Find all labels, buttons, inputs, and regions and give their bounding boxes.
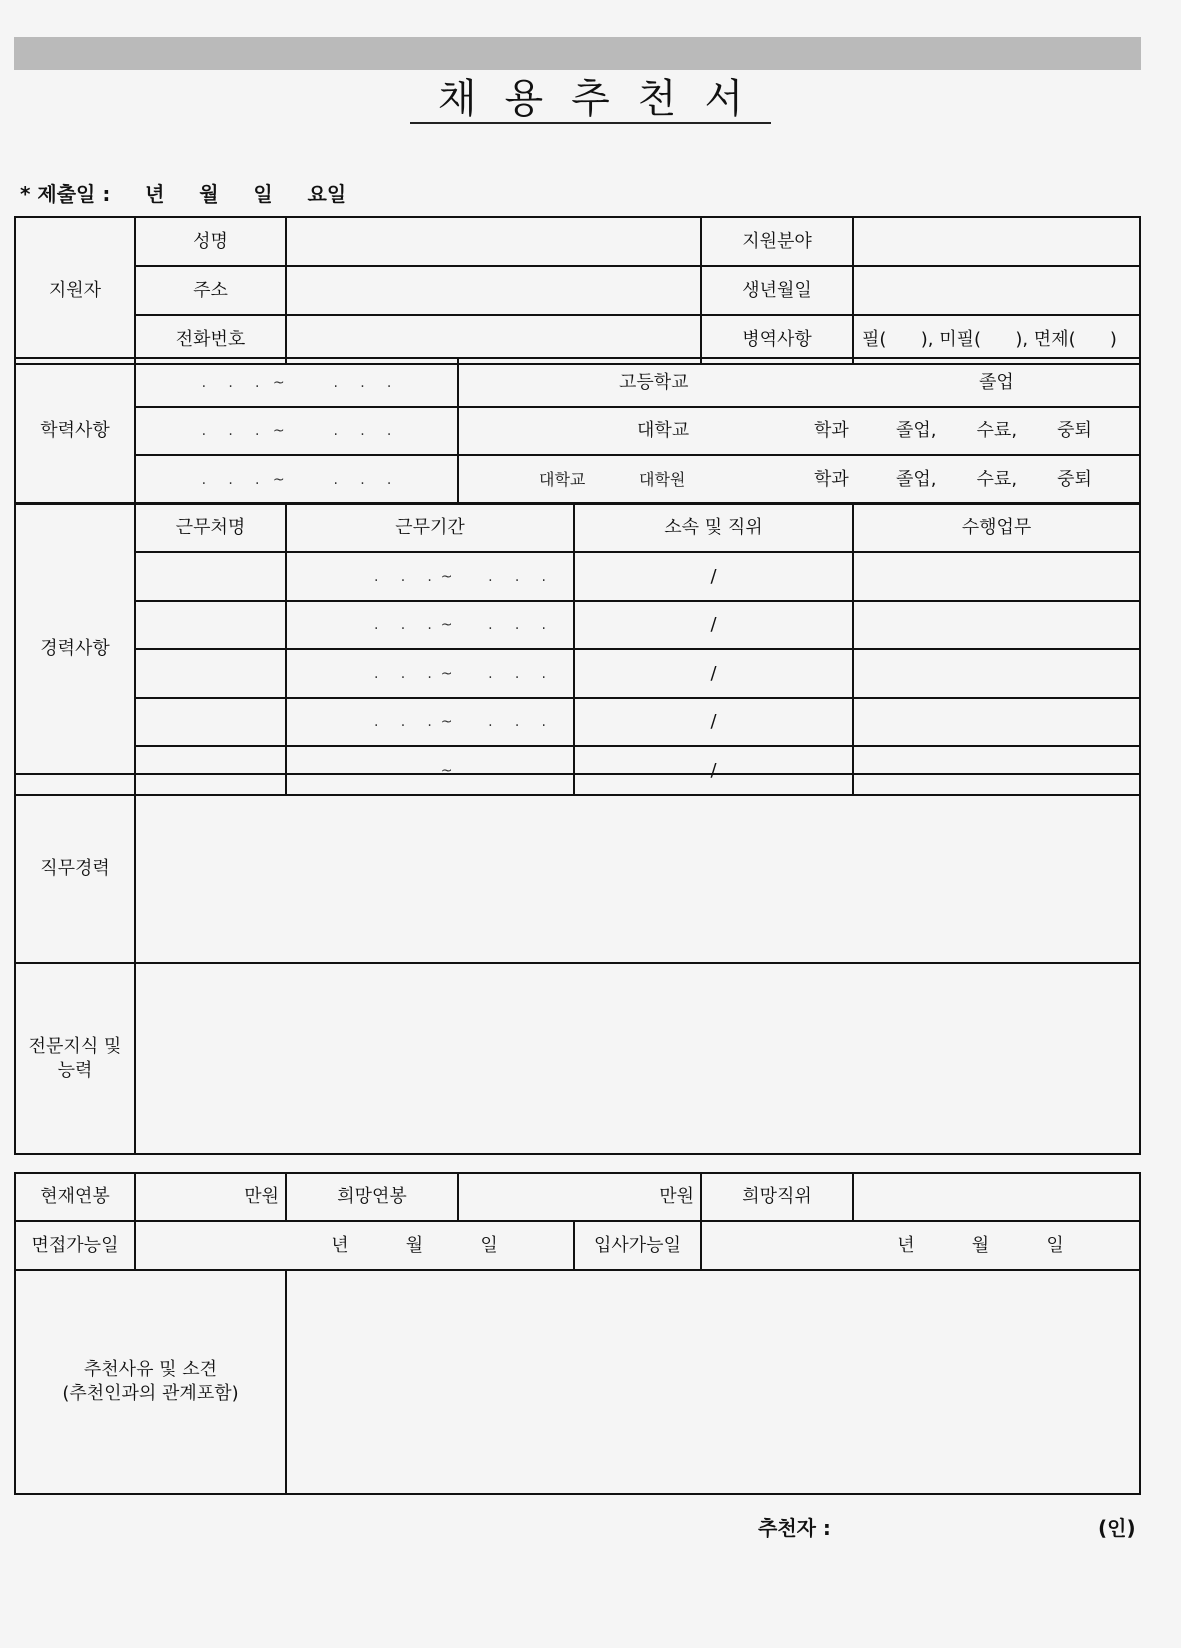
recommendation-label-line2: (추천인과의 관계포함) [62, 1383, 239, 1404]
education-row-3[interactable] [457, 454, 1141, 505]
career-position-1[interactable]: / [573, 551, 854, 602]
career-period-2[interactable]: . . . ~ . . . [285, 600, 575, 650]
birth-field[interactable] [852, 265, 1141, 316]
field-input[interactable] [852, 216, 1141, 267]
graduation-label: 졸업 [979, 371, 1014, 393]
expertise-label: 전문지식 및 능력 [14, 962, 136, 1155]
education-section-label: 학력사항 [14, 357, 136, 505]
page-title: 채용추천서 [0, 74, 1181, 124]
join-date-field[interactable]: 년 월 일 [700, 1220, 1141, 1271]
career-company-1[interactable] [134, 551, 287, 602]
desired-position-field[interactable] [852, 1172, 1141, 1222]
career-period-1[interactable]: . . . ~ . . . [285, 551, 575, 602]
military-label: 병역사항 [700, 314, 854, 365]
career-header-position: 소속 및 직위 [573, 502, 854, 553]
current-salary-field[interactable]: 만원 [134, 1172, 287, 1222]
status-options: 졸업, 수료, 중퇴 [896, 420, 1092, 441]
address-field[interactable] [285, 265, 702, 316]
career-position-3[interactable]: / [573, 648, 854, 699]
status-options-2: 졸업, 수료, 중퇴 [896, 468, 1092, 490]
submit-date: * 제출일 : 년 월 일 요일 [20, 182, 347, 206]
career-duties-1[interactable] [852, 551, 1141, 602]
header-bar [14, 37, 1141, 70]
name-label: 성명 [134, 216, 287, 267]
join-date-label: 입사가능일 [573, 1220, 702, 1271]
department-label: 학과 [814, 420, 849, 441]
desired-position-label: 희망직위 [700, 1172, 854, 1222]
career-company-3[interactable] [134, 648, 287, 699]
career-header-period: 근무기간 [285, 502, 575, 553]
career-section-label: 경력사항 [14, 502, 136, 796]
career-period-3[interactable]: . . . ~ . . . [285, 648, 575, 699]
education-row-1[interactable] [457, 357, 1141, 408]
career-duties-4[interactable] [852, 697, 1141, 747]
education-row-2[interactable] [457, 406, 1141, 456]
career-company-2[interactable] [134, 600, 287, 650]
address-label: 주소 [134, 265, 287, 316]
job-experience-label: 직무경력 [14, 773, 136, 964]
military-field[interactable]: 필( ), 미필( ), 면제( ) [852, 314, 1141, 365]
interview-date-label: 면접가능일 [14, 1220, 136, 1271]
career-duties-3[interactable] [852, 648, 1141, 699]
career-period-4[interactable]: . . . ~ . . . [285, 697, 575, 747]
name-field[interactable] [285, 216, 702, 267]
recommendation-field[interactable] [285, 1269, 1141, 1495]
career-period-5[interactable]: . . . ~ . . . [285, 745, 575, 796]
applicant-section-label: 지원자 [14, 216, 136, 365]
education-period-2[interactable]: . . . ~ . . . [134, 406, 459, 456]
career-header-company: 근무처명 [134, 502, 287, 553]
university-label-2: 대학교 [539, 469, 586, 489]
career-position-2[interactable]: / [573, 600, 854, 650]
interview-date-field[interactable]: 년 월 일 [134, 1220, 575, 1271]
career-company-4[interactable] [134, 697, 287, 747]
career-position-4[interactable]: / [573, 697, 854, 747]
career-duties-2[interactable] [852, 600, 1141, 650]
recommendation-label-line1: 추천사유 및 소견 [83, 1359, 218, 1380]
education-period-1[interactable]: . . . ~ . . . [134, 357, 459, 408]
department-label-2: 학과 [814, 468, 849, 490]
desired-salary-field[interactable]: 만원 [457, 1172, 702, 1222]
current-salary-label: 현재연봉 [14, 1172, 136, 1222]
graduate-school-label: 대학원 [639, 469, 686, 489]
expertise-field[interactable] [134, 962, 1141, 1155]
recommender-label: 추천자 : [758, 1516, 831, 1540]
university-label: 대학교 [637, 420, 690, 441]
desired-salary-label: 희망연봉 [285, 1172, 459, 1222]
career-position-5[interactable]: / [573, 745, 854, 796]
phone-label: 전화번호 [134, 314, 287, 365]
career-header-duties: 수행업무 [852, 502, 1141, 553]
birth-label: 생년월일 [700, 265, 854, 316]
highschool-label: 고등학교 [619, 371, 689, 393]
field-label: 지원분야 [700, 216, 854, 267]
job-experience-field[interactable] [134, 773, 1141, 964]
seal-mark: (인) [1098, 1516, 1136, 1540]
recommendation-label [14, 1269, 287, 1495]
education-period-3[interactable]: . . . ~ . . . [134, 454, 459, 505]
